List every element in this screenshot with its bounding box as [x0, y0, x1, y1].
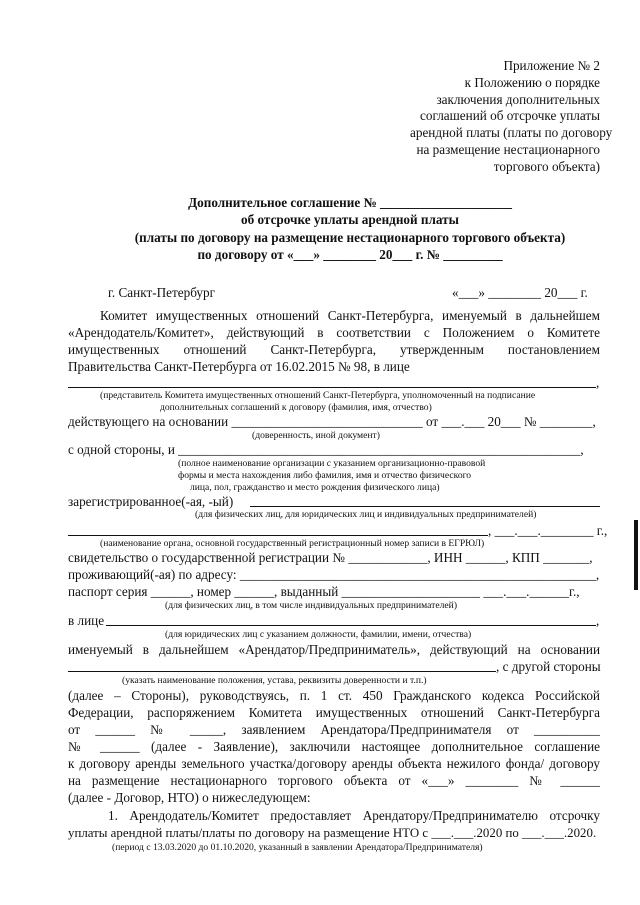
- reg-organ-blank: [68, 535, 488, 536]
- representative-caption: дополнительных соглашений к договору (фамилия, имя, отчество): [160, 402, 432, 413]
- basis-line: действующего на основании _____________________________ от ___.___ 20___ № ________,: [68, 414, 596, 429]
- person-caption: (для юридических лиц с указанием должности, фамилии, имени, отчества): [165, 629, 472, 640]
- appendix-line: на размещение нестационарного: [416, 141, 600, 157]
- address-line: проживающий(-ая) по адресу: ______________________________________________________,: [68, 567, 600, 582]
- body-line: № ______ (далее - Заявление), заключили настоящее дополнительное соглашение: [68, 739, 600, 754]
- appendix-line: заключения дополнительных: [436, 91, 600, 107]
- clause-1-line: уплаты арендной платы/платы по договору на размещение НТО с ___.___.2020 по ___.___.2020.: [68, 826, 597, 840]
- org-caption: лица, пол, гражданство и место рождения физического лица): [190, 482, 440, 493]
- basis-caption: (доверенность, иной документ): [252, 430, 380, 441]
- body-line: (далее - Договор, НТО) о нижеследующем:: [68, 790, 311, 805]
- certificate-line: свидетельство о государственной регистрации № ____________, ИНН ______, КПП _______,: [68, 550, 593, 565]
- reg-date-tail: , ___.___.________ г.,: [488, 523, 608, 538]
- registered-label: зарегистрированное(-ая, -ый): [68, 494, 234, 509]
- appendix-line: Приложение № 2: [503, 58, 600, 73]
- appendix-line: арендной платы (платы по договору: [410, 125, 613, 141]
- title-line: Дополнительное соглашение № ____________________: [188, 195, 512, 210]
- person-comma: ,: [596, 613, 600, 628]
- date: «___» ________ 20___ г.: [452, 285, 588, 300]
- body-line: к договору аренды земельного участка/договору аренды объекта нежилого фонда/ договору: [68, 756, 600, 771]
- title-line: (платы по договору на размещение нестационарного торгового объекта): [134, 229, 566, 245]
- tenant-line: именуемый в дальнейшем «Арендатор/Предприниматель», действующий на основании: [68, 642, 600, 657]
- title-line: об отсрочке уплаты арендной платы: [241, 212, 459, 228]
- appendix-line: соглашений об отсрочке уплаты: [420, 108, 600, 124]
- title-line: по договору от «___» ________ 20___ г. № _________: [197, 247, 503, 263]
- egrul-caption: (наименование органа, основной государственный регистрационный номер записи в ЕГРЮЛ): [100, 538, 485, 549]
- org-caption: (полное наименование организации с указанием организационно-правовой: [178, 458, 486, 469]
- representative-caption: (представитель Комитета имущественных отношений Санкт-Петербурга, уполномоченный на подписание: [100, 390, 536, 401]
- body-line: на размещение нестационарного торгового объекта от «___» ________ № ______: [68, 773, 600, 788]
- one-side-line: с одной стороны, и _____________________________________________________________,: [68, 442, 584, 457]
- passport-line: паспорт серия ______, номер ______, выданный _____________________ ___.___.______г.,: [68, 584, 580, 599]
- appendix-header: [410, 58, 613, 176]
- registered-blank: [250, 506, 600, 507]
- intro-line: Правительства Санкт-Петербурга от 16.02.2015 № 98, в лице: [68, 359, 410, 374]
- registered-caption: (для физических лиц, для юридических лиц и индивидуальных предпринимателей): [195, 509, 537, 520]
- city: г. Санкт-Петербург: [108, 285, 215, 300]
- person-label: в лице: [68, 613, 105, 628]
- intro-line: «Арендодатель/Комитет», действующий в соответствии с Положением о Комитете: [68, 325, 600, 340]
- document-title: [100, 194, 600, 264]
- passport-caption: (для физических лиц, в том числе индивидуальных предпринимателей): [165, 600, 458, 611]
- appendix-line: к Положению о порядке: [464, 74, 600, 90]
- intro-line: имущественных отношений Санкт-Петербурга, утвержденным постановлением: [68, 342, 600, 357]
- person-blank: [106, 625, 596, 626]
- clause-1-caption: (период с 13.03.2020 до 01.10.2020, указанный в заявлении Арендатора/Предпринимателя): [112, 842, 483, 853]
- representative-blank: [68, 387, 596, 388]
- basis2-blank: [68, 671, 496, 672]
- clause-1-line: 1. Арендодатель/Комитет предоставляет Арендатору/Предпринимателю отсрочку: [108, 808, 600, 823]
- intro-line: Комитет имущественных отношений Санкт-Петербурга, именуемый в дальнейшем: [100, 308, 600, 323]
- body-line: Федерации, распоряжением Комитета имущественных отношений Санкт-Петербурга: [68, 705, 600, 720]
- org-caption: формы и места нахождения либо фамилия, имя и отчество физического: [178, 470, 472, 481]
- basis2-caption: (указать наименование положения, устава, реквизиты доверенности и т.п.): [122, 675, 427, 686]
- scan-edge-mark: [634, 520, 638, 590]
- representative-comma: ,: [596, 375, 600, 390]
- other-side: , с другой стороны: [496, 659, 601, 674]
- body-line: от ______ № _____, заявлением Арендатора/Предпринимателя от __________: [68, 722, 600, 737]
- appendix-line: торгового объекта): [493, 158, 600, 174]
- body-line: (далее – Стороны), руководствуясь, п. 1 ст. 450 Гражданского кодекса Российской: [68, 688, 600, 703]
